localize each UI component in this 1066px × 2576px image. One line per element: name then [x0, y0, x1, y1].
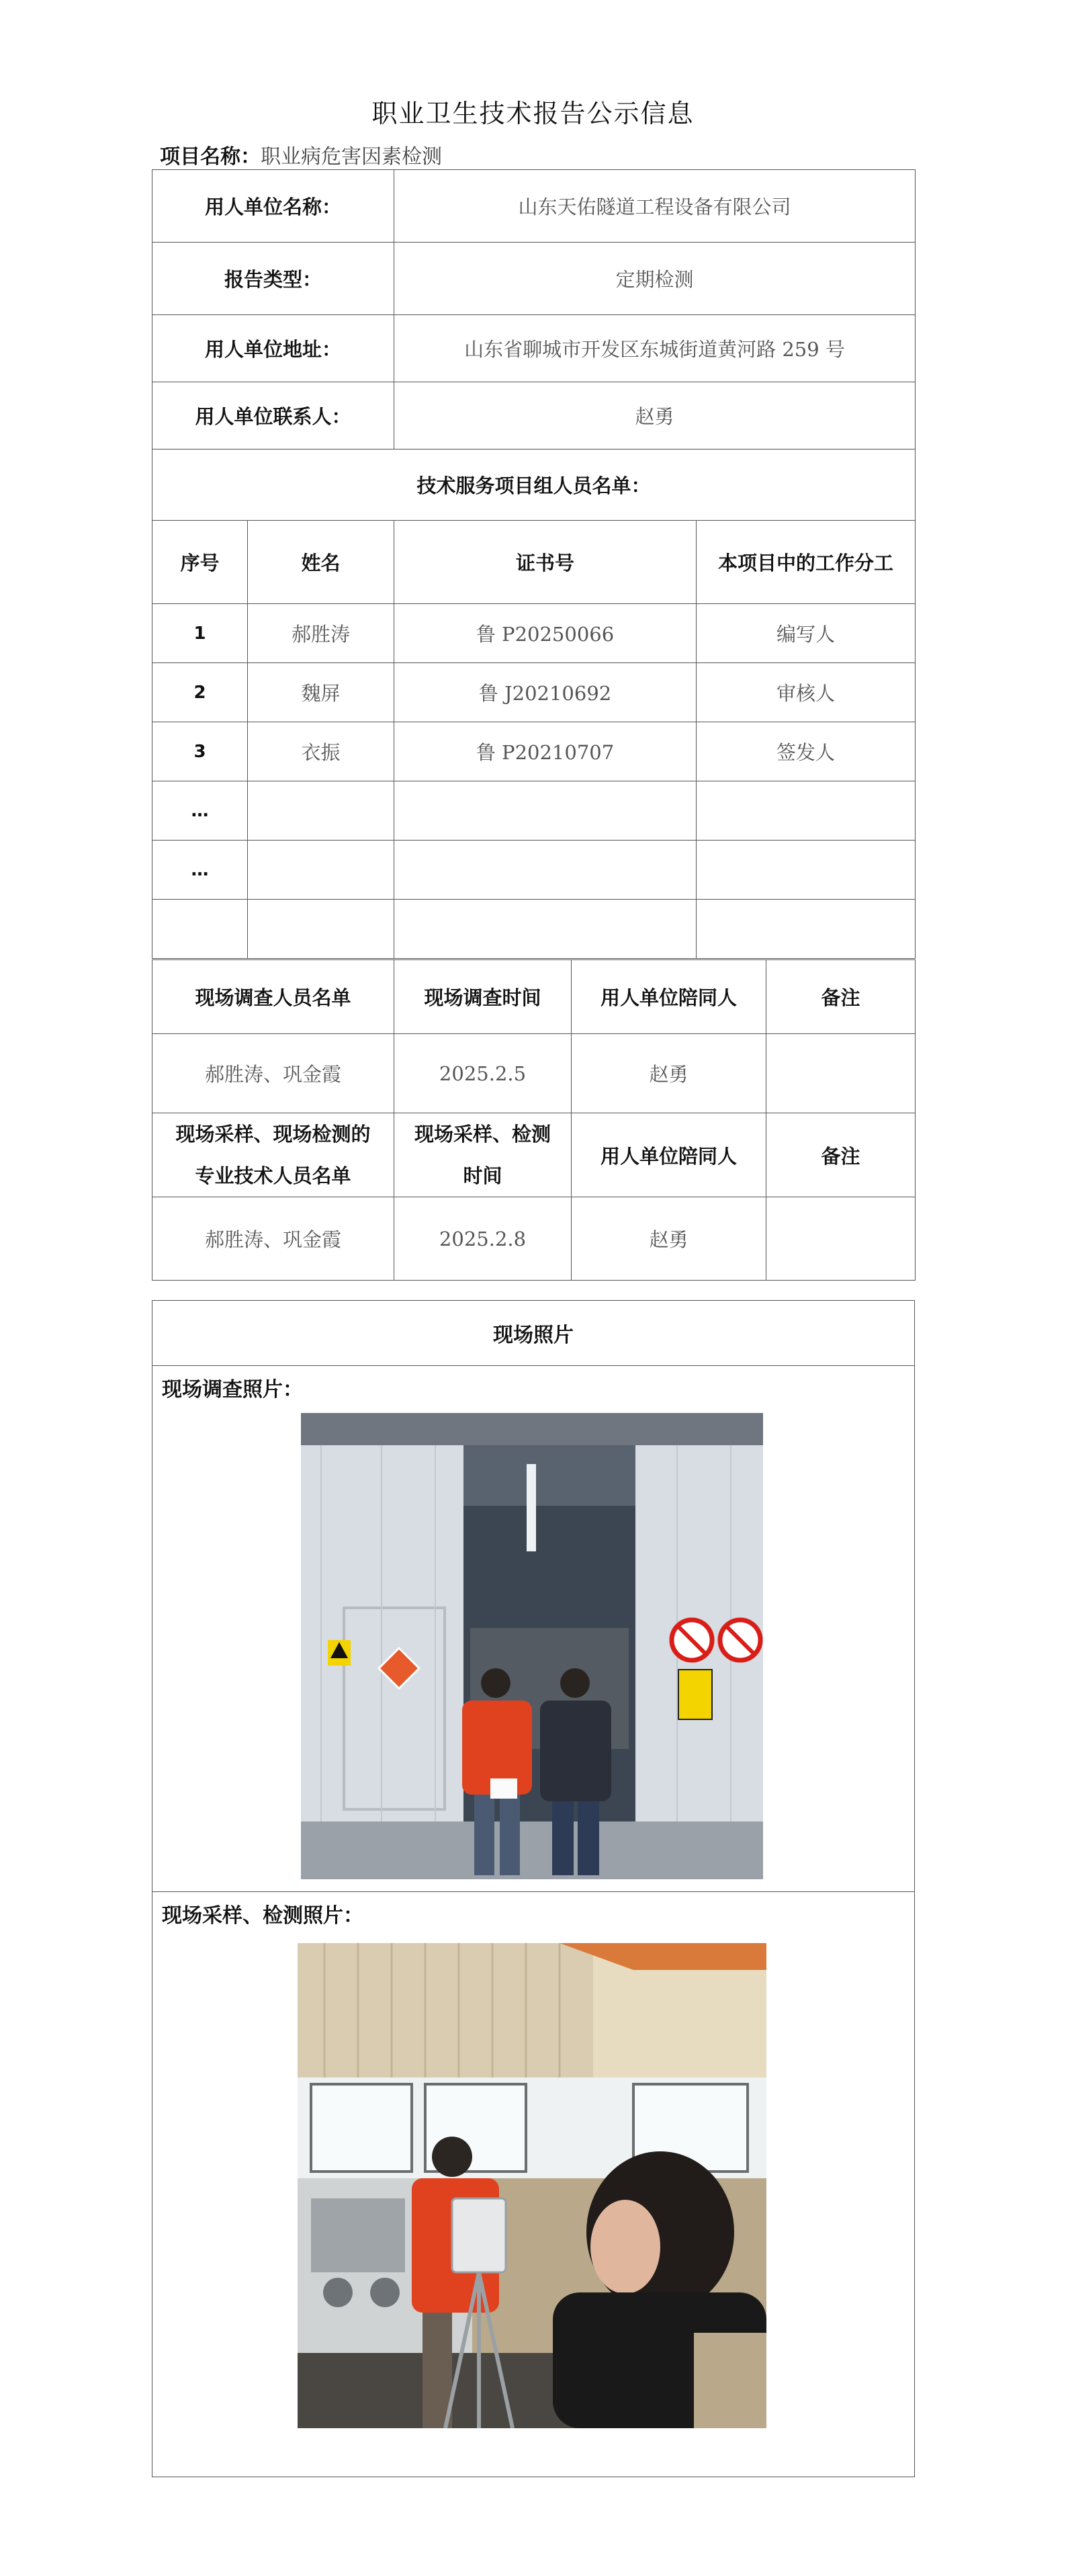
row-no: 1 [152, 604, 248, 663]
survey-escort-header: 用人单位陪同人 [572, 960, 766, 1034]
field-work-table [152, 959, 916, 1281]
sampling-escort: 赵勇 [572, 1197, 766, 1281]
warning-sign-icon [328, 1640, 351, 1666]
row-no: 3 [152, 722, 248, 781]
row-cert [394, 781, 697, 841]
row-name: 魏屏 [248, 663, 394, 722]
sampling-date: 2025.2.8 [394, 1197, 572, 1281]
col-header-no: 序号 [152, 521, 248, 604]
col-header-role: 本项目中的工作分工 [697, 521, 916, 604]
page-title: 职业卫生技术报告公示信息 [371, 99, 695, 128]
report-info-table [152, 169, 916, 959]
sampling-photo-image [298, 1943, 766, 2428]
sampling-escort-header: 用人单位陪同人 [572, 1113, 766, 1197]
sampling-note [766, 1197, 916, 1281]
table-row [152, 781, 916, 841]
row-role [697, 781, 916, 841]
survey-photo-section [152, 1366, 914, 1892]
survey-staff: 郝胜涛、巩金霞 [152, 1034, 394, 1113]
survey-note-header: 备注 [766, 960, 916, 1034]
sampling-note-header: 备注 [766, 1113, 916, 1197]
contact-row [152, 382, 916, 449]
address-label: 用人单位地址： [152, 315, 394, 382]
sampling-time-header [394, 1113, 572, 1197]
row-role [697, 841, 916, 900]
row-cert: 鲁 J20210692 [394, 663, 697, 722]
row-role [697, 900, 916, 959]
row-role: 审核人 [697, 663, 916, 722]
table-row [152, 900, 916, 959]
table-row [152, 722, 916, 781]
sampling-staff-header-line2: 专业技术人员名单 [195, 1164, 351, 1187]
table-row [152, 663, 916, 722]
survey-data-row [152, 1034, 916, 1113]
team-title: 技术服务项目组人员名单： [152, 449, 916, 521]
sampling-time-header-line1: 现场采样、检测 [414, 1123, 551, 1146]
row-cert [394, 841, 697, 900]
row-no: 2 [152, 663, 248, 722]
contact-value: 赵勇 [394, 382, 916, 449]
row-name [248, 781, 394, 841]
survey-note [766, 1034, 916, 1113]
employer-row [152, 170, 916, 243]
col-header-name: 姓名 [248, 521, 394, 604]
sampling-photo-section [152, 1892, 914, 2477]
team-header-row [152, 521, 916, 604]
sampling-staff-header-line1: 现场采样、现场检测的 [175, 1123, 371, 1146]
survey-header-row [152, 960, 916, 1034]
team-title-row [152, 449, 916, 521]
project-label: 项目名称： [160, 145, 261, 169]
site-photos-header: 现场照片 [152, 1301, 914, 1366]
address-value: 山东省聊城市开发区东城街道黄河路 259 号 [394, 315, 916, 382]
project-value: 职业病危害因素检测 [261, 145, 442, 169]
row-name: 郝胜涛 [248, 604, 394, 663]
sampling-data-row [152, 1197, 916, 1281]
row-no [152, 900, 248, 959]
row-cert: 鲁 P20250066 [394, 604, 697, 663]
row-name [248, 900, 394, 959]
contact-label: 用人单位联系人： [152, 382, 394, 449]
survey-date: 2025.2.5 [394, 1034, 572, 1113]
row-role: 编写人 [697, 604, 916, 663]
report-type-row [152, 243, 916, 315]
employer-value: 山东天佑隧道工程设备有限公司 [394, 170, 916, 243]
row-no: … [152, 781, 248, 841]
report-type-value: 定期检测 [394, 243, 916, 315]
survey-staff-header: 现场调查人员名单 [152, 960, 394, 1034]
sampling-photo [298, 1943, 766, 2428]
row-cert [394, 900, 697, 959]
sampling-staff: 郝胜涛、巩金霞 [152, 1197, 394, 1281]
sampling-staff-header [152, 1113, 394, 1197]
survey-photo-image [301, 1413, 763, 1879]
row-no: … [152, 841, 248, 900]
sampling-header-row [152, 1113, 916, 1197]
row-name: 衣振 [248, 722, 394, 781]
col-header-cert: 证书号 [394, 521, 697, 604]
row-name [248, 841, 394, 900]
row-cert: 鲁 P20210707 [394, 722, 697, 781]
row-role: 签发人 [697, 722, 916, 781]
employer-label: 用人单位名称： [152, 170, 394, 243]
survey-time-header: 现场调查时间 [394, 960, 572, 1034]
sampling-photo-label: 现场采样、检测照片： [162, 1904, 363, 1928]
report-type-label: 报告类型： [152, 243, 394, 315]
table-row [152, 604, 916, 663]
survey-photo-label: 现场调查照片： [162, 1378, 303, 1402]
survey-escort: 赵勇 [572, 1034, 766, 1113]
table-row [152, 841, 916, 900]
sampling-time-header-line2: 时间 [463, 1164, 502, 1187]
project-name [160, 140, 442, 169]
survey-photo [301, 1413, 763, 1879]
site-photos-section [152, 1300, 915, 2477]
address-row [152, 315, 916, 382]
